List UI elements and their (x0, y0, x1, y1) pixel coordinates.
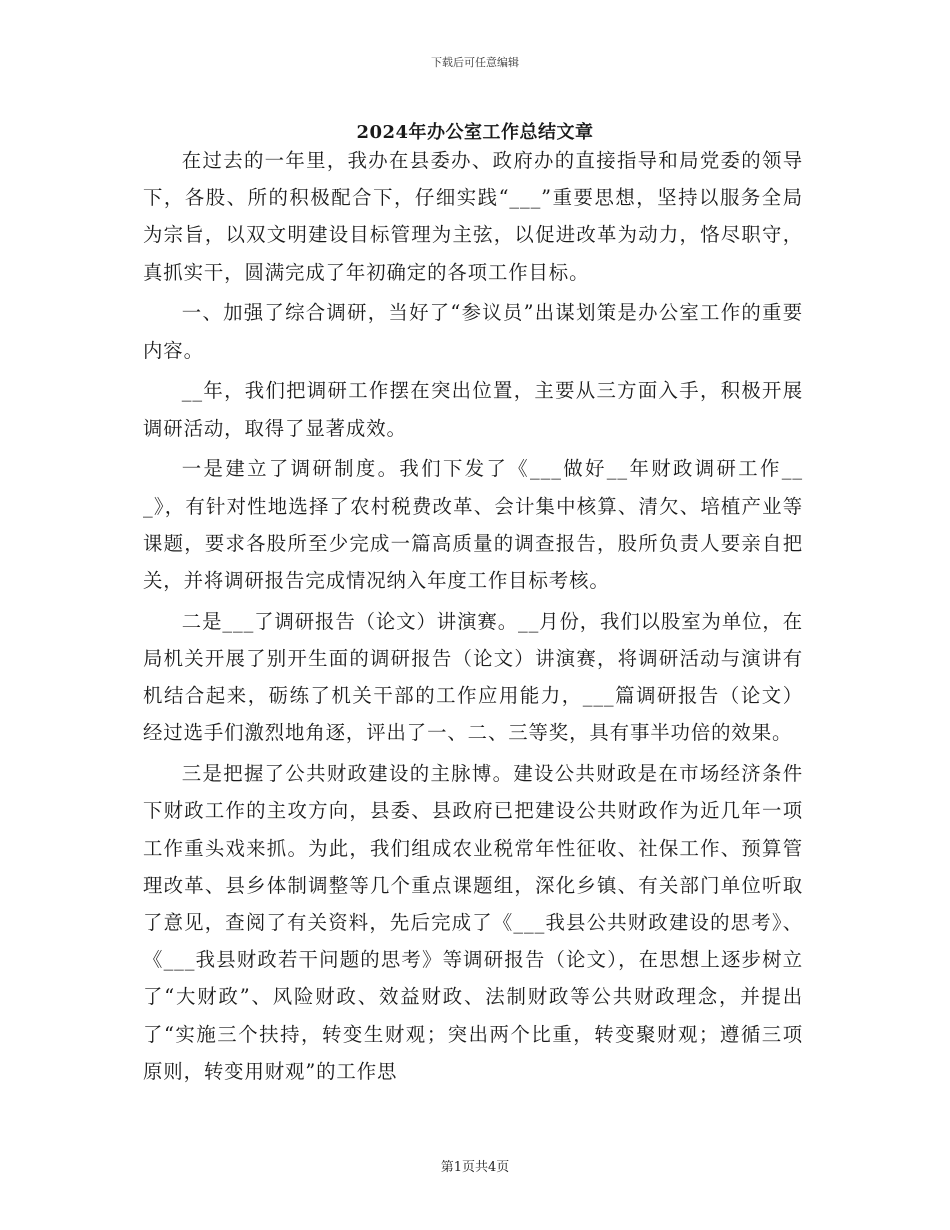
paragraph-section-1-heading: 一、加强了综合调研，当好了“参议员”出谋划策是办公室工作的重要内容。 (143, 301, 803, 362)
paragraph-research-overview: __年，我们把调研工作摆在突出位置，主要从三方面入手，积极开展调研活动，取得了显著成效。 (143, 379, 803, 440)
document-title: 2024年办公室工作总结文章 (356, 122, 594, 143)
page-header-note: 下载后可任意编辑 (431, 56, 519, 69)
paragraph-public-finance: 三是把握了公共财政建设的主脉博。建设公共财政是在市场经济条件下财政工作的主攻方向，县委、县政府已把建设公共财政作为近几年一项工作重头戏来抓。为此，我们组成农业税常年性征收、社保工作、预算管理改革、县乡体制调整等几个重点课题组，深化乡镇、有关部门单位听取了意见，查阅了有关资料，先后完成了《___我县公共财政建设的思考》、《___我县财政若干问题的思考》等调研报告（论文），在思想上逐步树立了“大财政”、风险财政、效益财政、法制财政等公共财政理念，并提出了“实施三个扶持，转变生财观；突出两个比重，转变聚财观；遵循三项原则，转变用财观”的工作思 (143, 762, 803, 1083)
paragraph-speech-contest: 二是___了调研报告（论文）讲演赛。__月份，我们以股室为单位，在局机关开展了别开生面的调研报告（论文）讲演赛，将调研活动与演讲有机结合起来，砺练了机关干部的工作应用能力，___篇调研报告（论文）经过选手们激烈地角逐，评出了一、二、三等奖，具有事半功倍的效果。 (143, 609, 803, 745)
paragraph-research-system: 一是建立了调研制度。我们下发了《___做好__年财政调研工作___》，有针对性地选择了农村税费改革、会计集中核算、清欠、培植产业等课题，要求各股所至少完成一篇高质量的调查报告，股所负责人要亲自把关，并将调研报告完成情况纳入年度工作目标考核。 (143, 457, 803, 593)
paragraph-intro: 在过去的一年里，我办在县委办、政府办的直接指导和局党委的领导下，各股、所的积极配合下，仔细实践“___”重要思想，坚持以服务全局为宗旨，以双文明建设目标管理为主弦，以促进改革为动力，恪尽职守，真抓实干，圆满完成了年初确定的各项工作目标。 (143, 149, 803, 284)
document-body (143, 142, 803, 1094)
page-number: 第1页共4页 (440, 1160, 510, 1175)
